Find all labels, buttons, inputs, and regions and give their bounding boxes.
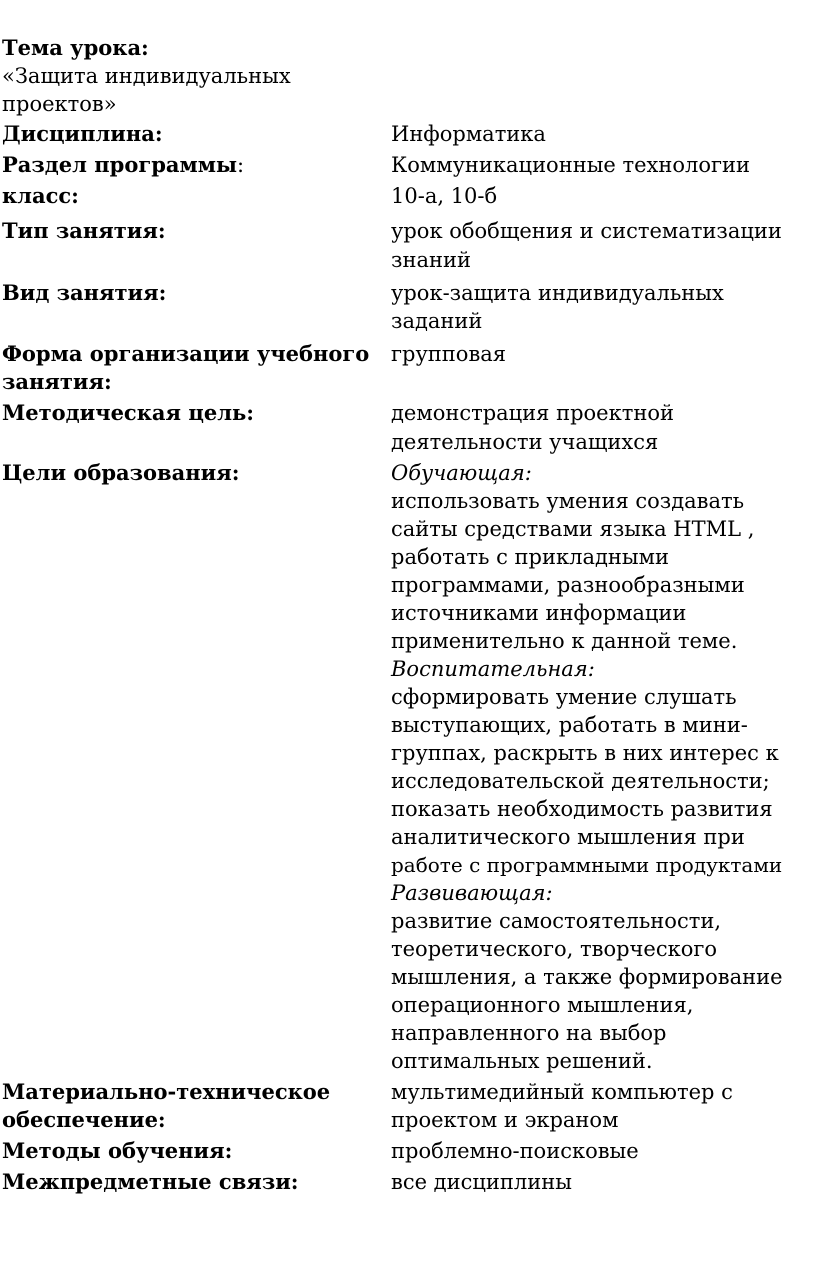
equipment-value-line-1: мультимедийный компьютер с [391, 1080, 733, 1104]
teaching-goal-line: источниками информации [391, 601, 687, 625]
discipline-label: Дисциплина: [2, 121, 163, 146]
upbringing-goal-line: сформировать умение слушать [391, 685, 737, 709]
upbringing-goal-line: аналитического мышления при [391, 825, 745, 849]
equipment-label-line-2: обеспечение: [2, 1107, 166, 1132]
developing-goal-title: Развивающая: [391, 881, 553, 905]
methodical-goal-value-line-2: деятельности учащихся [391, 430, 659, 454]
organization-form-value: групповая [391, 342, 507, 366]
lesson-type-label: Тип занятия: [2, 218, 166, 243]
teaching-goal-line: использовать умения создавать [391, 489, 745, 513]
topic-label: Тема урока: [2, 35, 149, 60]
teaching-goal-line: применительно к данной теме. [391, 629, 738, 653]
discipline-value: Информатика [391, 122, 546, 146]
methodical-goal-label: Методическая цель: [2, 400, 254, 425]
program-section-label [2, 151, 244, 179]
upbringing-goal-line: показать необходимость развития [391, 797, 773, 821]
upbringing-goal-line: исследовательской деятельности; [391, 769, 770, 793]
lesson-type-value-line-1: урок обобщения и систематизации [391, 219, 782, 243]
teaching-goal-title: Обучающая: [391, 461, 532, 485]
lesson-type-value-line-2: знаний [391, 248, 471, 272]
education-goals-label: Цели образования: [2, 460, 240, 485]
teaching-goal-line: сайты средствами языка HTML , [391, 517, 755, 541]
class-label: класс: [2, 183, 79, 208]
upbringing-goal-title: Воспитательная: [391, 657, 595, 681]
upbringing-goal-line: работе с программными продуктами [391, 853, 783, 877]
equipment-label-line-1: Материально-техническое [2, 1079, 331, 1104]
program-section-label-text: Раздел программы [2, 152, 238, 177]
interdisciplinary-links-label: Межпредметные связи: [2, 1169, 299, 1194]
teaching-methods-value: проблемно-поисковые [391, 1139, 639, 1163]
developing-goal-line: мышления, а также формирование [391, 965, 783, 989]
developing-goal-line: оптимальных решений. [391, 1049, 653, 1073]
developing-goal-line: теоретического, творческого [391, 937, 718, 961]
topic-value-line-2: проектов» [2, 92, 117, 116]
developing-goal-line: операционного мышления, [391, 993, 694, 1017]
equipment-value-line-2: проектом и экраном [391, 1108, 619, 1132]
teaching-methods-label: Методы обучения: [2, 1138, 233, 1163]
lesson-kind-value-line-2: заданий [391, 309, 483, 333]
organization-form-label-line-2: занятия: [2, 369, 112, 394]
developing-goal-line: развитие самостоятельности, [391, 909, 721, 933]
program-section-value: Коммуникационные технологии [391, 153, 751, 177]
topic-value-line-1: «Защита индивидуальных [2, 64, 291, 88]
lesson-kind-label: Вид занятия: [2, 280, 167, 305]
developing-goal-line: направленного на выбор [391, 1021, 667, 1045]
lesson-kind-value-line-1: урок-защита индивидуальных [391, 281, 724, 305]
upbringing-goal-line: группах, раскрыть в них интерес к [391, 741, 779, 765]
teaching-goal-line: программами, разнообразными [391, 573, 745, 597]
teaching-goal-line: работать с прикладными [391, 545, 669, 569]
organization-form-label-line-1: Форма организации учебного [2, 341, 370, 366]
methodical-goal-value-line-1: демонстрация проектной [391, 401, 674, 425]
program-section-label-colon: : [237, 153, 245, 177]
interdisciplinary-links-value: все дисциплины [391, 1170, 572, 1194]
class-value: 10-а, 10-б [391, 184, 498, 208]
upbringing-goal-line: выступающих, работать в мини- [391, 713, 748, 737]
